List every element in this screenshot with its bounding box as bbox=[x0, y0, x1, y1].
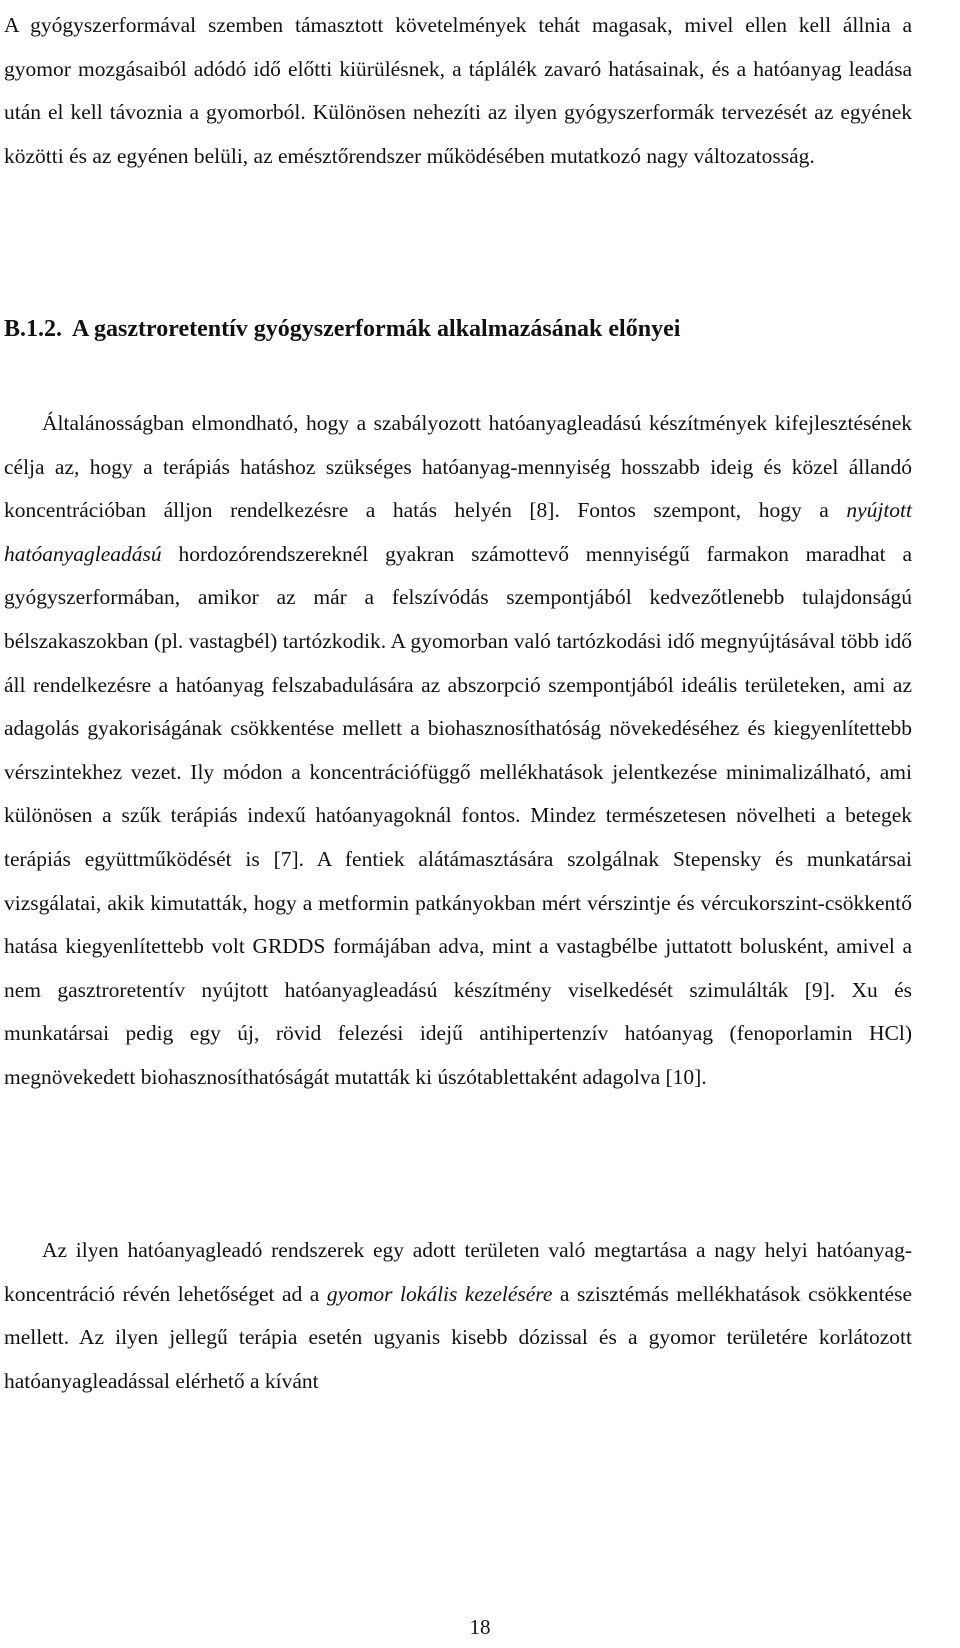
paragraph-text: hordozórendszereknél gyakran számottevő mennyiségű farmakon maradhat a gyógyszerformában, amikor az már a felszívódás szempontjából kedvezőtlenebb tulajdonságú bélszakaszokban (pl. vastagbél) tartózkodik. A gyomorban való tartózkodási idő megnyújtásával több idő áll rendelkezésre a hatóanyag felszabadulására az abszorpció szempontjából ideális területeken, ami az adagolás gyakoriságának csökkentése mellett a biohasznosíthatóság növekedéséhez és kiegyenlítettebb vérszintekhez vezet. Ily módon a koncentrációfüggő mellékhatások jelentkezése minimalizálható, ami különösen a szűk terápiás indexű hatóanyagoknál fontos. Mindez természetesen növelheti a betegek terápiás együttműködését is [7]. A fentiek alátámasztására szolgálnak Stepensky és munkatársai vizsgálatai, akik kimutatták, hogy a metformin patkányokban mért vérszintje és vércukorszint-csökkentő hatása kiegyenlítettebb volt GRDDS formájában adva, mint a vastagbélbe juttatott bolusként, amivel a nem gasztroretentív nyújtott hatóanyagleadású készítmény viselkedését szimulálták [9]. Xu és munkatársai pedig egy új, rövid felezési idejű antihipertenzív hatóanyag (fenoporlamin HCl) megnövekedett biohasznosíthatóságát mutatták ki úszótablettaként adagolva [10]. bbox=[4, 541, 912, 1089]
paragraph-text: Az ilyen hatóanyagleadó rendszerek egy adott területen való megtartása a nagy helyi hatóanyag-koncentráció révén lehetőséget ad a bbox=[4, 1238, 912, 1306]
section-title: A gasztroretentív gyógyszerformák alkalmazásának előnyei bbox=[72, 316, 681, 342]
paragraph-requirements: A gyógyszerformával szemben támasztott követelmények tehát magasak, mivel ellen kell állnia a gyomor mozgásaiból adódó idő előtti kiürülésnek, a táplálék zavaró hatásainak, és a hatóanyag leadása után el kell távoznia a gyomorból. Különösen nehezíti az ilyen gyógyszerformák tervezését az egyének közötti és az egyénen belüli, az emésztőrendszer működésében mutatkozó nagy változatosság. bbox=[4, 13, 912, 168]
paragraph-text: Általánosságban elmondható, hogy a szabályozott hatóanyagleadású készítmények kifejlesztésének célja az, hogy a terápiás hatáshoz szükséges hatóanyag-mennyiség hosszabb ideig és közel állandó koncentrációban álljon rendelkezésre a hatás helyén [8]. Fontos szempont, hogy a bbox=[4, 411, 912, 523]
paragraph-advantages bbox=[4, 402, 912, 1100]
paragraph-text: a szisztémás mellékhatások csökkentése mellett. Az ilyen jellegű terápia esetén ugyanis kisebb dózissal és a gyomor területére korlátozott hatóanyagleadással elérhető a kívánt bbox=[4, 1281, 912, 1393]
section-heading bbox=[4, 307, 912, 351]
page-number: 18 bbox=[469, 1615, 491, 1639]
paragraph-local-treatment bbox=[4, 1229, 912, 1403]
section-number: B.1.2. bbox=[4, 316, 63, 342]
italic-term: gyomor lokális kezelésére bbox=[326, 1281, 553, 1306]
italic-term: nyújtott hatóanyagleadású bbox=[4, 498, 912, 566]
